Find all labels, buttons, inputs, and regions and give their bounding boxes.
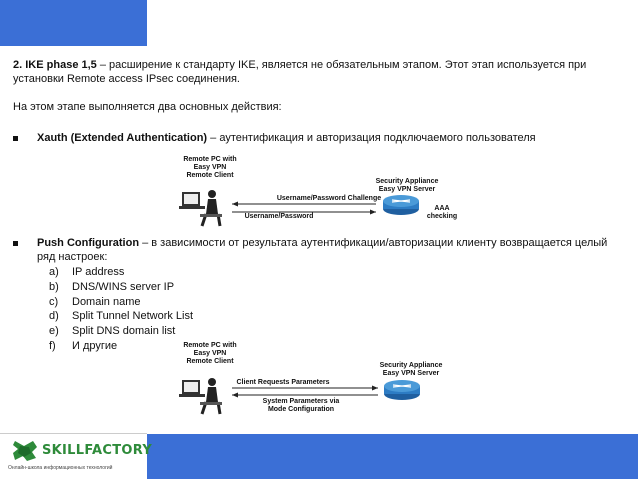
bottom-accent-band — [147, 434, 638, 479]
top-accent-band — [0, 0, 147, 46]
heading-number: 2. — [13, 59, 23, 71]
push-config-description: – в зависимости от результата аутентификации/авторизации клиенту возвращается целый ряд настроек: — [37, 237, 608, 263]
remote-user-icon — [179, 378, 222, 414]
heading-description: – расширение к стандарту IKE, является не обязательным этапом. Этот этап используется при установки Remote access IPsec соединения. — [13, 59, 587, 85]
bullet-square-icon — [13, 136, 18, 141]
xauth-diagram — [176, 154, 464, 232]
vpn-server-router-icon — [384, 380, 420, 400]
aaa-checking-label: AAA checking — [426, 205, 458, 220]
intro-text — [13, 58, 625, 128]
system-parameters-label: System Parameters via Mode Configuration — [262, 398, 340, 413]
skillfactory-logo — [8, 438, 153, 474]
footer-divider — [0, 433, 147, 434]
xauth-description: – аутентификация и авторизация подключаемого пользователя — [207, 132, 536, 144]
intro-heading — [13, 58, 625, 86]
push-config-diagram — [176, 340, 464, 420]
xauth-client-label: Remote PC with Easy VPN Remote Client — [183, 156, 237, 179]
push-client-label: Remote PC with Easy VPN Remote Client — [183, 342, 237, 365]
system-parameters-arrow — [232, 393, 378, 398]
logo-emblem-icon — [10, 438, 40, 464]
vpn-server-router-icon — [383, 195, 419, 215]
logo-name: SKILLFACTORY — [42, 443, 153, 458]
xauth-server-label: Security Appliance Easy VPN Server — [375, 178, 439, 193]
xauth-title: Xauth (Extended Authentication) — [37, 132, 208, 144]
heading-title: IKE phase 1,5 — [25, 59, 97, 71]
actions-line: На этом этапе выполняется два основных действия: — [13, 101, 282, 113]
xauth-credentials-label: Username/Password — [244, 213, 314, 220]
remote-user-icon — [179, 190, 222, 226]
push-config-title: Push Configuration — [37, 237, 140, 249]
bullet-square-icon — [13, 241, 18, 246]
client-request-label: Client Requests Parameters — [236, 379, 330, 386]
push-server-label: Security Appliance Easy VPN Server — [379, 362, 443, 377]
logo-tagline: Онлайн-школа информационных технологий — [8, 465, 113, 471]
xauth-challenge-label: Username/Password Challenge — [276, 195, 382, 202]
